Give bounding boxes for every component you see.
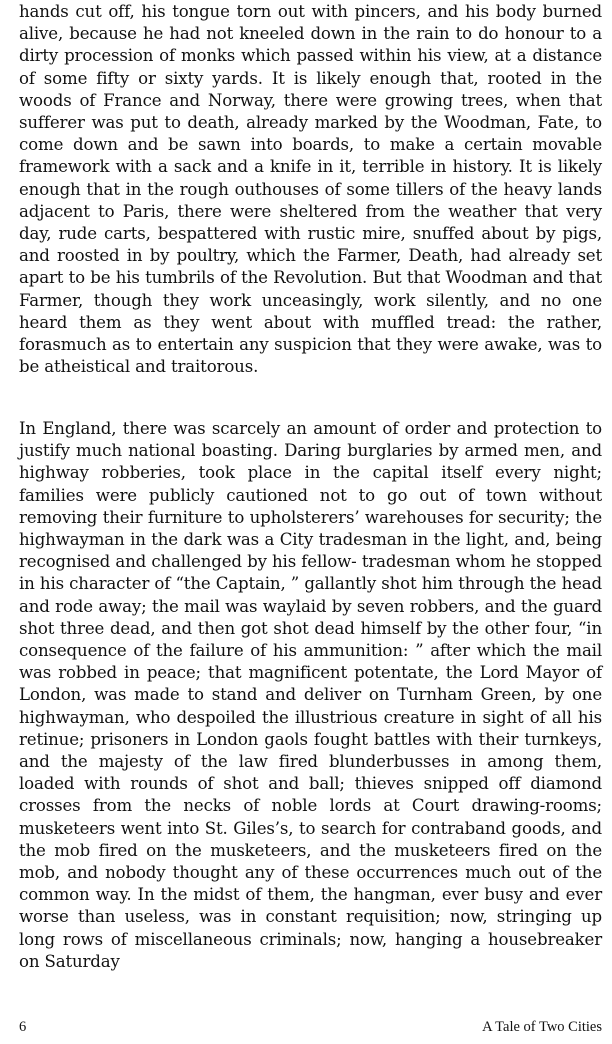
paragraph-woodman-farmer: hands cut off, his tongue torn out with pincers, and his body burned alive, because he had not kneeled down in the rain to do honour to a dirty procession of monks which passed within his view, at a distance of some fifty or sixty yards. It is likely enough that, rooted in the woods of France and Norway, there were growing trees, when that sufferer was put to death, already marked by the Woodman, Fate, to come down and be sawn into boards, to make a certain movable framework with a sack and a knife in it, terrible in history. It is likely enough that in the rough outhouses of some tillers of the heavy lands adjacent to Paris, there were sheltered from the weather that very day, rude carts, bespattered with rustic mire, snuffed about by pigs, and roosted in by poultry, which the Farmer, Death, had already set apart to be his tumbrils of the Revolution. But that Woodman and that Farmer, though they work unceasingly, work silently, and no one heard them as they went about with muffled tread: the rather, forasmuch as to entertain any suspicion that they were awake, was to be atheistical and traitorous.: [19, 2, 602, 377]
page-footer: [19, 1016, 602, 1038]
page-number: 6: [19, 1019, 27, 1035]
paragraph-in-england: In England, there was scarcely an amount of order and protection to justify much national boasting. Daring burglaries by armed men, and highway robberies, took place in the capital itself every night; families were publicly cautioned not to go out of town without removing their furniture to upholsterers’ warehouses for security; the highwayman in the dark was a City tradesman in the light, and, being recognised and challenged by his fellow- tradesman whom he stopped in his character of “the Captain, ” gallantly shot him through the head and rode away; the mail was waylaid by seven robbers, and the guard shot three dead, and then got shot dead himself by the other four, “in consequence of the failure of his ammunition: ” after which the mail was robbed in peace; that magnificent potentate, the Lord Mayor of London, was made to stand and deliver on Turnham Green, by one highwayman, who despoiled the illustrious creature in sight of all his retinue; prisoners in London gaols fought battles with their turnkeys, and the majesty of the law fired blunderbusses in among them, loaded with rounds of shot and ball; thieves snipped off diamond crosses from the necks of noble lords at Court drawing-rooms; musketeers went into St. Giles’s, to search for contraband goods, and the mob fired on the musketeers, and the musketeers fired on the mob, and nobody thought any of these occurrences much out of the common way. In the midst of them, the hangman, ever busy and ever worse than useless, was in constant requisition; now, stringing up long rows of miscellaneous criminals; now, hanging a housebreaker on Saturday: [19, 419, 602, 971]
running-title: A Tale of Two Cities: [482, 1019, 602, 1035]
